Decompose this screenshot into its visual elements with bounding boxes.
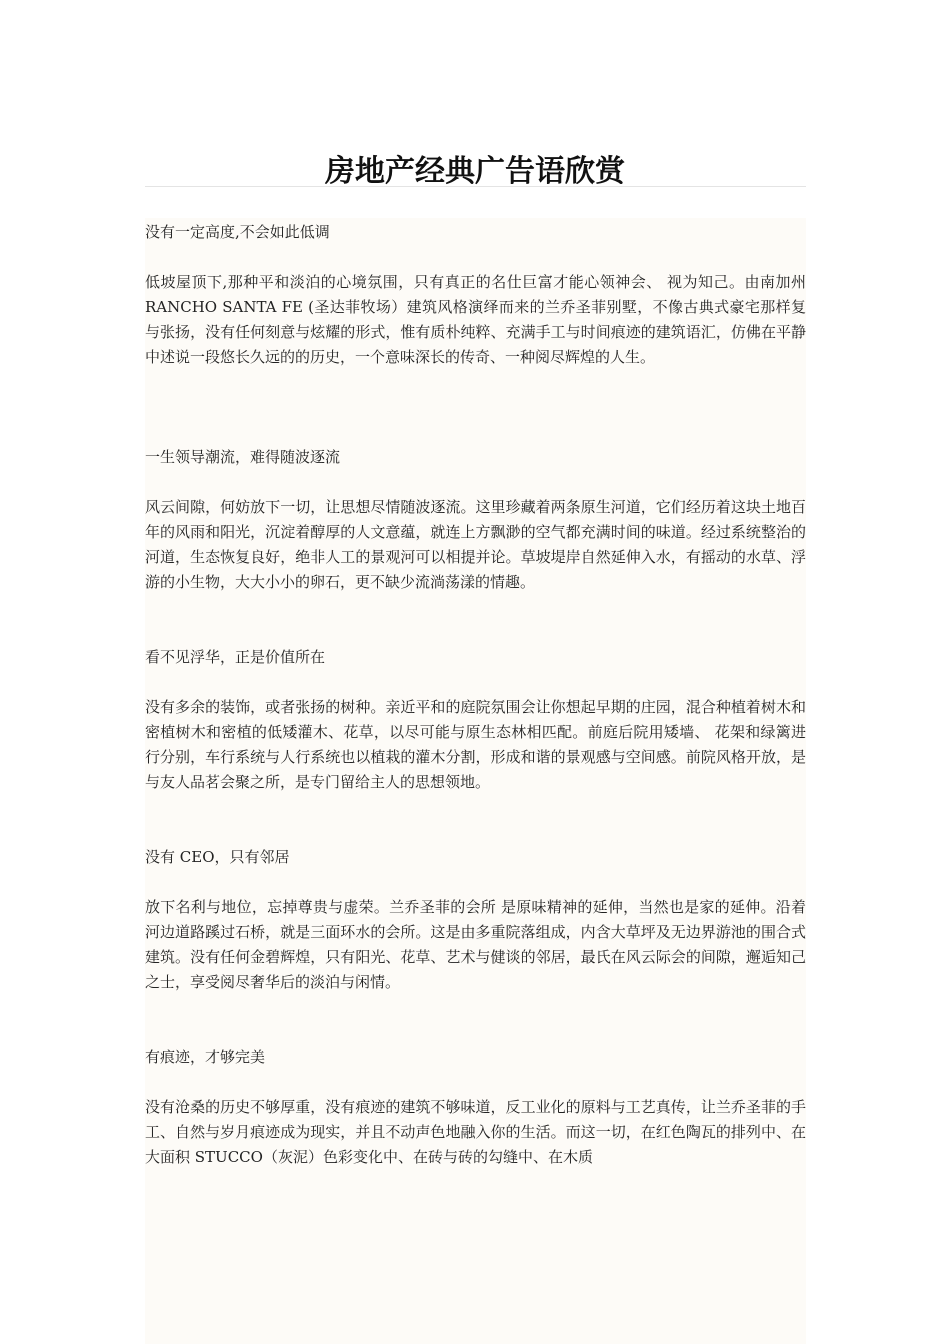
section-heading: 一生领导潮流，难得随波逐流 — [145, 448, 341, 466]
section-heading: 没有一定高度,不会如此低调 — [145, 223, 330, 241]
section-paragraph: 没有多余的装饰，或者张扬的树种。亲近平和的庭院氛围会让你想起早期的庄园，混合种植着树木和密植树木和密植的低矮灌木、花草，以尽可能与原生态林相匹配。前庭后院用矮墙、 花架和绿篱进行分别，车行系统与人行系统也以植栽的灌木分割，形成和谐的景观感与空间感。前院风格开放，是与友人品茗会聚之所，是专门留给主人的思想领地。 — [145, 698, 806, 791]
section-1 — [145, 218, 806, 370]
section-heading: 有痕迹，才够完美 — [145, 1048, 266, 1066]
section-paragraph: 没有沧桑的历史不够厚重，没有痕迹的建筑不够味道，反工业化的原料与工艺真传，让兰乔圣菲的手工、自然与岁月痕迹成为现实，并且不动声色地融入你的生活。而这一切，在红色陶瓦的排列中、在大面积 STUCCO（灰泥）色彩变化中、在砖与砖的勾缝中、在木质 — [145, 1098, 806, 1166]
title-divider — [145, 186, 806, 187]
section-paragraph: 风云间隙，何妨放下一切，让思想尽情随波逐流。这里珍藏着两条原生河道，它们经历着这块土地百年的风雨和阳光，沉淀着醇厚的人文意蕴，就连上方飘渺的空气都充满时间的味道。经过系统整治的河道，生态恢复良好，绝非人工的景观河可以相提并论。草坡堤岸自然延伸入水，有摇动的水草、浮游的小生物，大大小小的卵石，更不缺少流淌荡漾的情趣。 — [145, 498, 806, 591]
section-heading: 看不见浮华，正是价值所在 — [145, 648, 326, 666]
section-heading: 没有 CEO，只有邻居 — [145, 848, 290, 866]
page-title: 房地产经典广告语欣赏 — [325, 154, 625, 190]
section-2 — [145, 445, 806, 595]
section-4 — [145, 845, 806, 995]
article-body — [145, 218, 806, 1344]
section-paragraph: 放下名利与地位，忘掉尊贵与虚荣。兰乔圣菲的会所 是原味精神的延伸，当然也是家的延伸。沿着河边道路蹊过石桥，就是三面环水的会所。这是由多重院落组成，内含大草坪及无边界游池的围合式建筑。没有任何金碧辉煌，只有阳光、花草、艺术与健谈的邻居，最氏在风云际会的间隙，邂逅知己之士，享受阅尽奢华后的淡泊与闲情。 — [145, 898, 806, 991]
section-5 — [145, 1045, 806, 1170]
section-3 — [145, 645, 806, 795]
section-paragraph: 低坡屋顶下,那种平和淡泊的心境氛围，只有真正的名仕巨富才能心领神会、 视为知己。由南加州 RANCHO SANTA FE (圣达菲牧场）建筑风格演绎而来的兰乔圣菲别墅，不像古典式豪宅那样复与张扬，没有任何刻意与炫耀的形式，惟有质朴纯粹、充满手工与时间痕迹的建筑语汇，仿佛在平静中述说一段悠长久远的的历史，一个意味深长的传奇、一种阅尽辉煌的人生。 — [145, 273, 806, 366]
